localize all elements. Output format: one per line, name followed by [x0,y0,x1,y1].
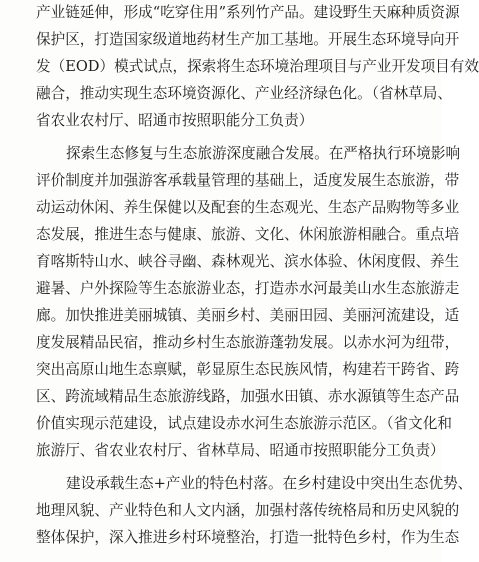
paragraph-line: 省农业农村厅、昭通市按照职能分工负责） [36,112,314,129]
paragraph-line: 评价制度并加强游客承载量管理的基础上，适度发展生态旅游，带 [36,172,460,189]
paragraph-line: 动运动休闲、养生保健以及配套的生态观光、生态产品购物等多业 [36,199,460,216]
paragraph-line: 育喀斯特山水、峡谷寻幽、森林观光、滨水体验、休闲度假、养生 [36,253,460,270]
paragraph-line: 整体保护，深入推进乡村环境整治，打造一批特色乡村，作为生态 [36,529,460,546]
paragraph-line: 保护区，打造国家级道地药材生产加工基地。开展生态环境导向开 [36,31,460,48]
paragraph-line: 融合，推动实现生态环境资源化、产业经济绿色化。（省林草局、 [36,85,452,102]
paragraph-line: 廊。加快推进美丽城镇、美丽乡村、美丽田园、美丽河流建设，适 [36,307,460,324]
paragraph-line: 价值实现示范建设，试点建设赤水河生态旅游示范区。（省文化和 [36,415,452,432]
paragraph-line: 态发展，推进生态与健康、旅游、文化、休闲旅游相融合。重点培 [36,226,460,243]
paragraph-line: 建设承载生态+产业的特色村落。在乡村建设中突出生态优势、 [66,475,473,492]
paragraph-line: 产业链延伸，形成“吃穿住用”系列竹产品。建设野生天麻种质资源 [36,4,460,21]
paragraph-line: 区、跨流域精品生态旅游线路，加强水田镇、赤水源镇等生态产品 [36,388,460,405]
paragraph-line: 避暑、户外探险等生态旅游业态，打造赤水河最美山水生态旅游走 [36,280,460,297]
paragraph-line: 突出高原山地生态禀赋，彰显原生态民族风情，构建若干跨省、跨 [36,361,460,378]
paragraph-line: 发（EOD）模式试点，探索将生态环境治理项目与产业开发项目有效 [36,58,479,75]
paragraph-line: 旅游厅、省农业农村厅、省林草局、昭通市按照职能分工负责） [36,442,445,459]
paragraph-line: 度发展精品民宿，推动乡村生态旅游蓬勃发展。以赤水河为纽带， [36,334,460,351]
paragraph-line: 地理风貌、产业特色和人文内涵，加强村落传统格局和历史风貌的 [36,502,460,519]
paragraph-line: 探索生态修复与生态旅游深度融合发展。在严格执行环境影响 [66,145,461,162]
